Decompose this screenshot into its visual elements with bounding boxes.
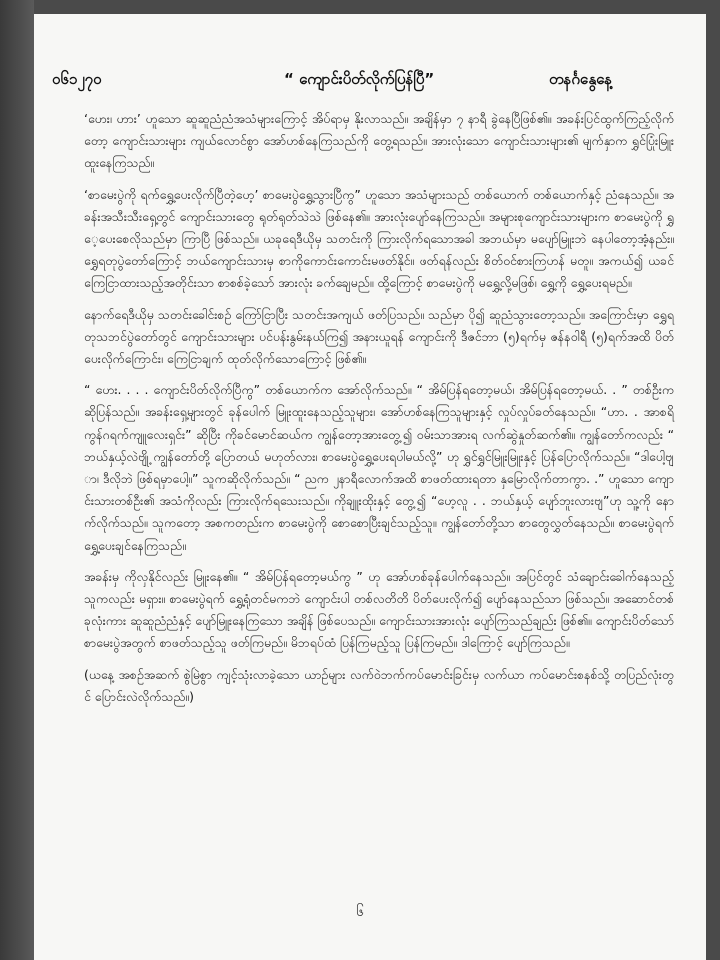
entry-title: “ ကျောင်းပိတ်လိုက်ပြန်ပြီ” xyxy=(284,70,435,88)
entry-date: ၀၆၁၂၇၀ xyxy=(52,70,102,88)
page-number: ၆ xyxy=(356,904,364,920)
entry-day: တနင်္ဂနွေနေ့ xyxy=(548,70,612,88)
paragraph: (ယနေ့ အစဉ်အဆက် စွဲမြဲစွာ ကျင့်သုံးလာခဲ့သော ယာဉ်များ လက်ဝဲဘက်ကပ်မောင်းခြင်းမှ လက်ယာ ကပ်မောင်းစနစ်သို့ တပြည်လုံးတွင် ပြောင်းလဲလိုက်သည်။) xyxy=(84,666,674,704)
paragraph: အခန်းမှ ကိုလှနိုင်လည်း မြူးနေ၏။ “ အိမ်ပြန်ရတော့မယ်ကွ ” ဟု အော်ဟစ်ခုန်ပေါက်နေသည်။ အပြင်တွင် သံချောင်းခေါက်နေသည့် သူကလည်း မရှား။ စာမေးပွဲရက် ရွှေ့ရုံတင်မကဘဲ ကျောင်းပါ တစ်လတိတိ ပိတ်ပေးလိုက်၍ ပျော်နေသည်သာ ဖြစ်သည်။ အဆောင်တစ်ခုလုံးကား ဆူဆူညံညံနှင့် ပျော်မြူးနေကြသော အချိန် ဖြစ်ပေသည်။ ကျောင်းသားအားလုံး ပျော်ကြသည်ချည်း ဖြစ်၏။ ကျောင်းပိတ်သော် စာမေးပွဲအတွက် စာဖတ်သည့်သူ ဖတ်ကြမည်။ မိဘရပ်ထံ ပြန်ကြမည့်သူ ပြန်ကြမည်။ ဒါကြောင့် ပျော်ကြသည်။ xyxy=(84,568,674,651)
page-header xyxy=(52,70,612,96)
paragraph: “ ဟေး. . . . ကျောင်းပိတ်လိုက်ပြီကွ” တစ်ယောက်က အော်လိုက်သည်။ “ အိမ်ပြန်ရတော့မယ်၊ အိမ်ပြန်ရတော့မယ်. . ” တစ်ဦးက ဆိုပြန်သည်။ အခန်းရှေ့များတွင် ခုန်ပေါက် မြူးထူးနေသည့်သူများ၊ အော်ဟစ်နေကြသူများနှင့် လှုပ်လှုပ်ခတ်နေသည်။ “ဟာ. . အာစရိ ကွန်ဂရက်ကျူလေးရှင်း” ဆိုပြီး ကိုခင်မောင်ဆယ်က ကျွန်တော့အားတွေ့၍ ဝမ်းသာအားရ လက်ဆွဲနှုတ်ဆက်၏။ ကျွန်တော်ကလည်း “ ဘယ်နှယ့်လဲဗျို့ ကျွန်တော်တို့ ပြောတယ် မဟုတ်လား၊ စာမေးပွဲရွှေ့ပေးရပါမယ်လို့” ဟု ရွှင်ရွှင်မြူးမြူးနှင့် ပြန်ပြောလိုက်သည်။ “ဒါပေါ့ဗျာ၊ ဒီလိုဘဲ ဖြစ်ရမှာပေါ့။” သူကဆိုလိုက်သည်။ “ ညက ၂နာရီလောက်အထိ စာဖတ်ထားရတာ နှမြောလိုက်တာကွာ. .” ဟူသော ကျောင်းသားတစ်ဦး၏ အသံကိုလည်း ကြားလိုက်ရသေးသည်။ ကိုချူးထိုးနှင့် တွေ့၍ “ဟေ့လူ . . ဘယ်နှယ့် ပျော်ဘူးလားဗျ”ဟု သူ့ကို နောက်လိုက်သည်။ သူကတော့ အစကတည်းက စာမေးပွဲကို စောစောပြီးချင်သည့်သူ။ ကျွန်တော်တို့သာ စာတွေလွှတ်နေသည်။ စာမေးပွဲရက် ရွှေ့ပေးချင်နေကြသည်။ xyxy=(84,382,674,553)
document-body xyxy=(84,108,674,717)
paragraph: ‘ဟေး၊ ဟား’ ဟူသော ဆူဆူညံညံအသံများကြောင့် အိပ်ရာမှ နိုးလာသည်။ အချိန်မှာ ၇ နာရီ ခွဲနေပြီဖြစ်၏။ အခန်းပြင်ထွက်ကြည့်လိုက်တော့ ကျောင်းသားများ ကျယ်လောင်စွာ အော်ဟစ်နေကြသည်ကို တွေ့ရသည်။ အားလုံးသော ကျောင်းသားများ၏ မျက်နှာက ရွှင်ပြုံးမြူးထူးနေကြသည်။ xyxy=(84,111,674,171)
paragraph: ‘စာမေးပွဲကို ရက်ရွှေ့ပေးလိုက်ပြီတဲ့ဟေ့’ စာမေးပွဲရွှေ့သွားပြီကွ” ဟူသော အသံများသည် တစ်ယောက် တစ်ယောက်နှင့် ညံနေသည်။ အခန်းအသီးသီးရှေ့တွင် ကျောင်းသားတွေ ရုတ်ရုတ်သဲသဲ ဖြစ်နေ၏။ အားလုံးပျော်နေကြသည်။ အများစုကျောင်းသားများက စာမေးပွဲကို ရွှေ့ပေးစေလိုသည်မှာ ကြာပြီ ဖြစ်သည်။ ယခုရေဒီယိုမှ သတင်းကို ကြားလိုက်ရသောအခါ အဘယ်မှာ မပျော်မြူးဘဲ နေပါတော့အံ့နည်း။ ရွှေရတုပွဲတော်ကြောင့် ဘယ်ကျောင်းသားမှ စာကိုကောင်းကောင်းမဖတ်နိုင်။ ဖတ်ရန်လည်း စိတ်ဝင်စားကြဟန် မတူ။ အကယ်၍ ယခင် ကြေငြာထားသည့်အတိုင်းသာ စာစစ်ခဲ့သော် အားလုံး ခက်ချေမည်။ ထို့ကြောင့် စာမေးပွဲကို မရွှေ့လို့မဖြစ်၊ ရွှေ့ကို ရွှေ့ပေးရမည်။ xyxy=(84,186,674,291)
scan-left-shadow xyxy=(0,0,34,960)
paragraph: နောက်ရေဒီယိုမှ သတင်းခေါင်းစဉ် ကြော်ငြာပြီး သတင်းအကျယ် ဖတ်ပြသည်။ သည်မှာ ပို၍ ဆူညံသွားတော့သည်။ အကြောင်းမှာ ရွှေရတုသဘင်ပွဲတော်တွင် ကျောင်းသားများ ပင်ပန်းနွမ်းနယ်ကြ၍ အနားယူရန် ကျောင်းကို ဒီဇင်ဘာ (၅)ရက်မှ ဇန်နဝါရီ (၅)ရက်အထိ ပိတ်ပေးလိုက်ကြောင်း၊ ကြေငြာချက် ထုတ်လိုက်သောကြောင့် ဖြစ်၏။ xyxy=(84,306,674,367)
